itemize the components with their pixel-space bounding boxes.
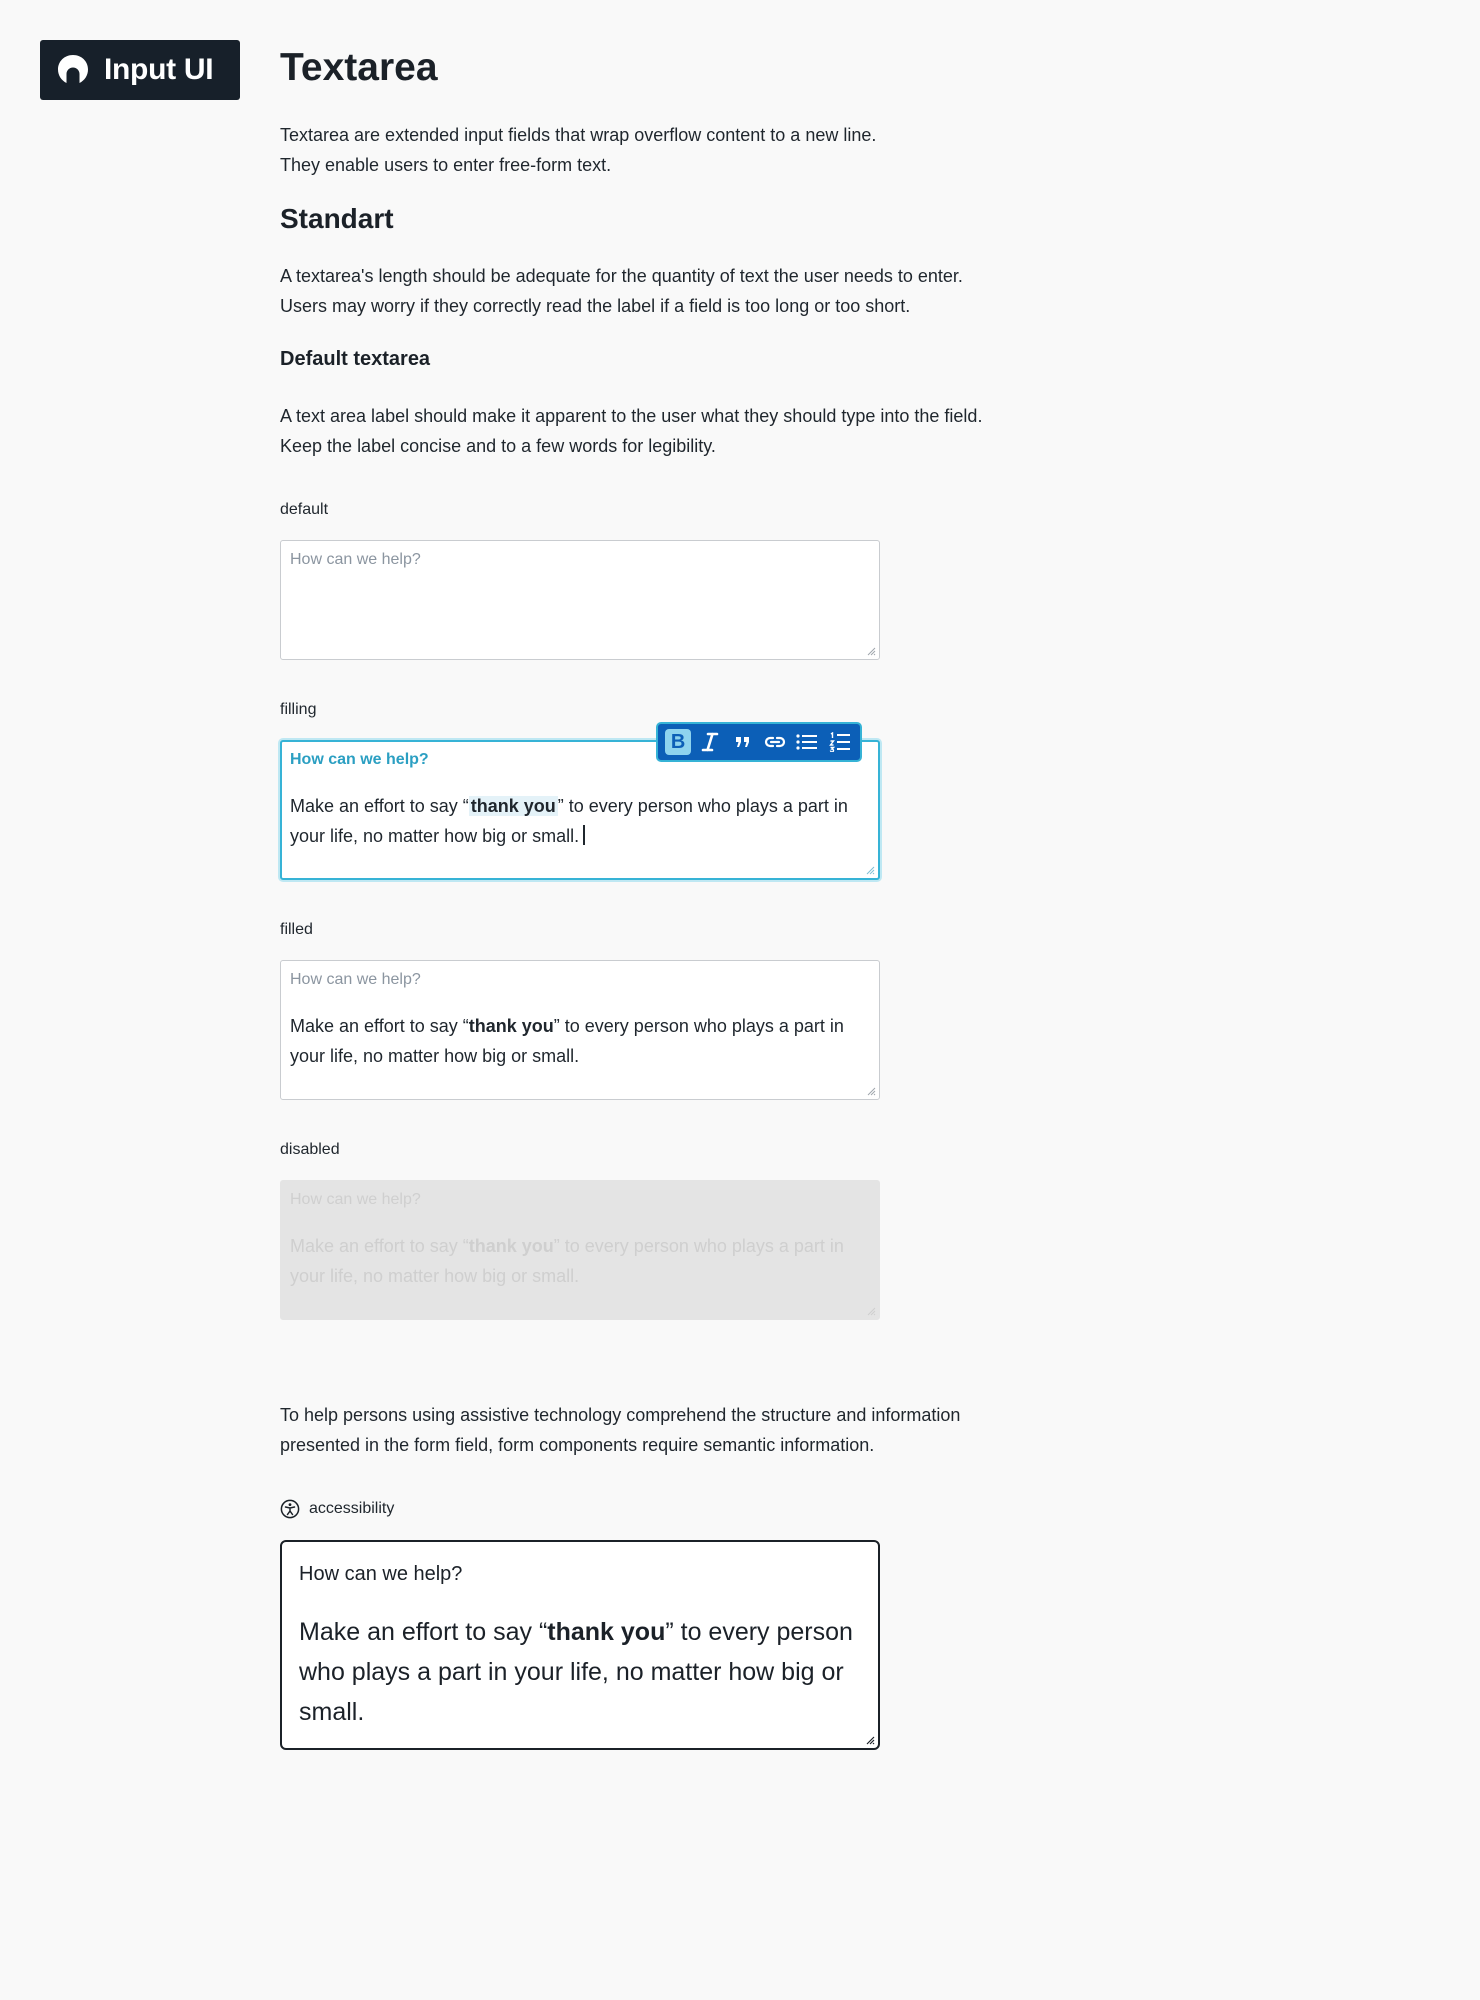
logo-icon xyxy=(56,53,90,87)
link-icon xyxy=(764,735,786,749)
textarea-disabled xyxy=(280,1180,880,1320)
numbered-list-button[interactable] xyxy=(824,725,856,759)
textarea-filled[interactable] xyxy=(280,960,880,1100)
text-bold: thank you xyxy=(468,1236,554,1256)
accessibility-line-1: To help persons using assistive technology comprehend the structure and information xyxy=(280,1405,961,1425)
textarea-default[interactable] xyxy=(280,540,880,660)
textarea-accessibility[interactable] xyxy=(280,1540,880,1750)
textarea-label: How can we help? xyxy=(290,971,421,988)
standart-line-2: Users may worry if they correctly read the label if a field is too long or too short. xyxy=(280,296,911,316)
resize-grip-icon[interactable] xyxy=(865,1735,875,1745)
text-part-1: Make an effort to say “ xyxy=(290,1236,469,1256)
default-line-2: Keep the label concise and to a few words for legibility. xyxy=(280,436,716,456)
resize-grip-icon[interactable] xyxy=(866,646,876,656)
text-part-1: Make an effort to say “ xyxy=(290,796,469,816)
logo-text: Input UI xyxy=(104,53,214,86)
bold-icon: B xyxy=(665,729,691,755)
numbered-list-icon xyxy=(829,732,851,752)
section-heading-standart: Standart xyxy=(280,203,394,234)
text-bold-selected: thank you xyxy=(470,796,556,816)
intro-line-2: They enable users to enter free-form text. xyxy=(280,155,612,175)
state-label-accessibility xyxy=(280,1499,394,1519)
textarea-filling[interactable] xyxy=(280,730,880,880)
textarea-label: How can we help? xyxy=(299,1563,463,1585)
quote-button[interactable] xyxy=(727,725,759,759)
textarea-label: How can we help? xyxy=(290,1191,421,1208)
text-part-2: ” to every person who plays a part in your life, no matter how big or small. xyxy=(290,1236,844,1286)
accessibility-label-text: accessibility xyxy=(309,1500,395,1517)
link-button[interactable] xyxy=(759,725,791,759)
resize-grip-icon xyxy=(866,1306,876,1316)
resize-grip-icon[interactable] xyxy=(865,865,875,875)
text-bold: thank you xyxy=(547,1618,666,1646)
textarea-value xyxy=(290,1231,850,1291)
resize-grip-icon[interactable] xyxy=(866,1086,876,1096)
logo[interactable] xyxy=(40,40,240,100)
intro-line-1: Textarea are extended input fields that wrap overflow content to a new line. xyxy=(280,125,877,145)
italic-icon xyxy=(701,732,719,752)
state-label-default: default xyxy=(280,501,329,518)
textarea-value xyxy=(290,791,850,851)
textarea-value xyxy=(299,1612,859,1732)
state-label-disabled: disabled xyxy=(280,1141,340,1158)
textarea-label: How can we help? xyxy=(290,751,429,768)
italic-button[interactable] xyxy=(694,725,726,759)
page-title: Textarea xyxy=(280,46,438,89)
textarea-value xyxy=(290,1011,850,1071)
text-bold: thank you xyxy=(468,1016,554,1036)
text-part-2: ” to every person who plays a part in your life, no matter how big or small. xyxy=(290,1016,844,1066)
text-part-2: ” to every person who plays a part in your life, no matter how big or small. xyxy=(290,796,848,846)
text-caret xyxy=(583,825,585,845)
bullet-list-icon xyxy=(796,734,818,750)
quote-icon xyxy=(734,734,752,750)
standart-line-1: A textarea's length should be adequate for the quantity of text the user needs to enter. xyxy=(280,266,963,286)
bold-button[interactable] xyxy=(662,725,694,759)
accessibility-line-2: presented in the form field, form components require semantic information. xyxy=(280,1435,875,1455)
state-label-filling: filling xyxy=(280,701,317,718)
bullet-list-button[interactable] xyxy=(791,725,823,759)
text-part-2: ” to every person who plays a part in your life, no matter how big or small. xyxy=(299,1618,853,1726)
subheading-default-textarea: Default textarea xyxy=(280,348,431,370)
formatting-toolbar xyxy=(656,722,862,762)
state-label-filled: filled xyxy=(280,921,313,938)
text-part-1: Make an effort to say “ xyxy=(290,1016,469,1036)
accessibility-icon xyxy=(280,1499,300,1519)
textarea-placeholder: How can we help? xyxy=(290,551,421,568)
text-part-1: Make an effort to say “ xyxy=(299,1618,548,1646)
default-line-1: A text area label should make it apparent to the user what they should type into the field. xyxy=(280,406,983,426)
